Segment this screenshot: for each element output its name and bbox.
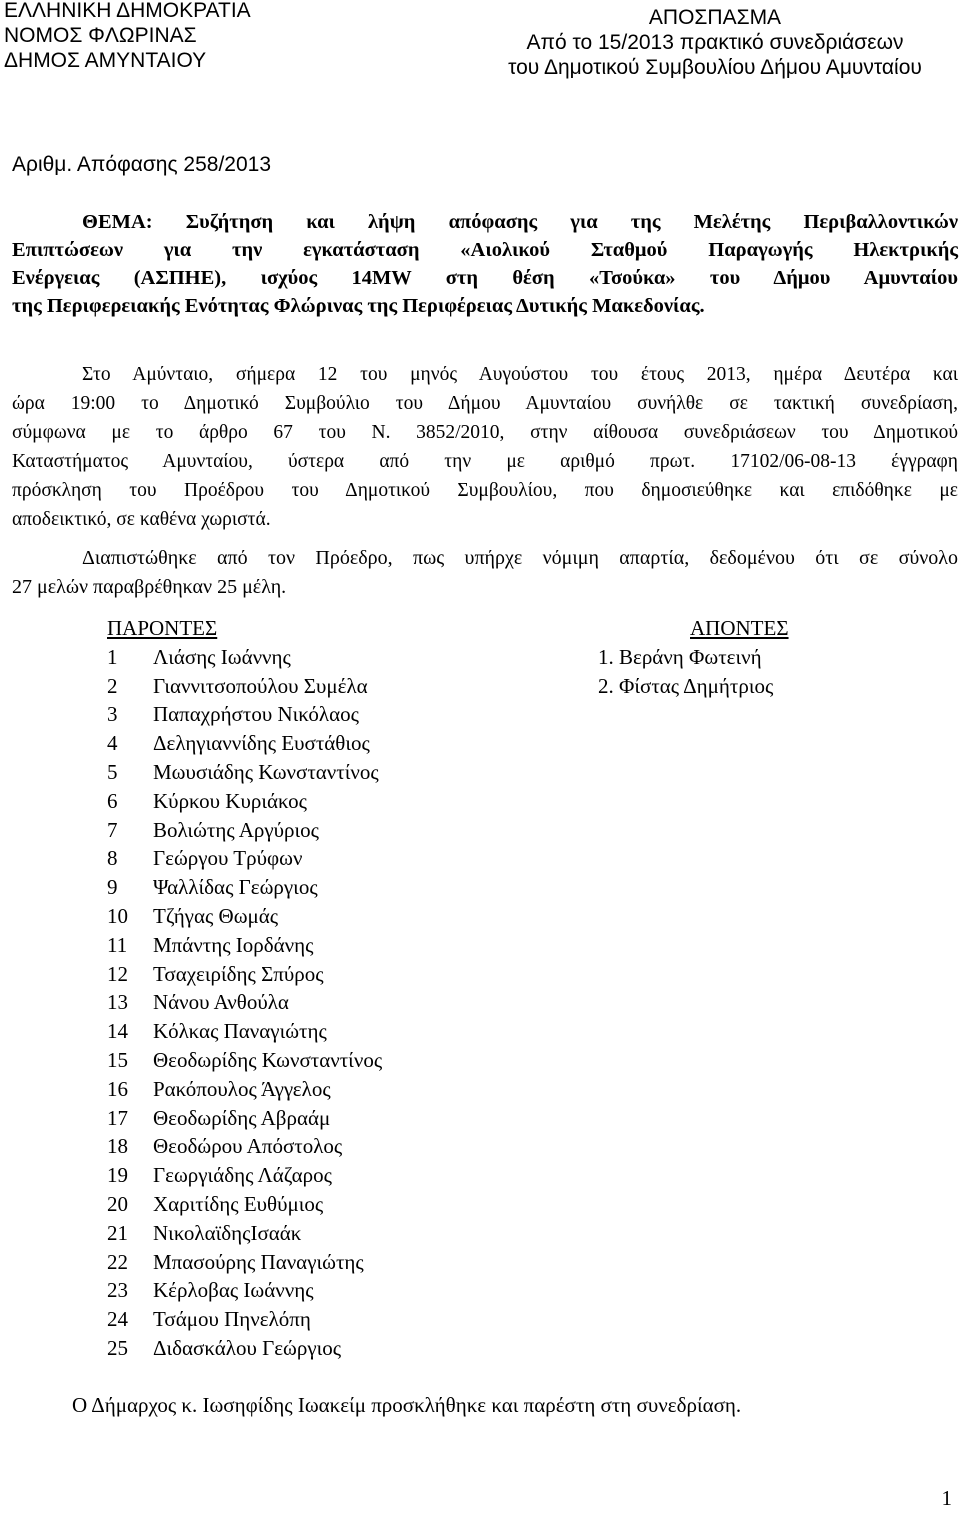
member-number: 8 xyxy=(107,846,118,871)
present-list xyxy=(107,614,382,1363)
present-member xyxy=(107,988,382,1017)
member-number: 23 xyxy=(107,1278,128,1303)
present-member xyxy=(107,1104,382,1133)
issuer-block xyxy=(4,0,251,73)
issuer-line-municipality: ΔΗΜΟΣ ΑΜΥΝΤΑΙΟΥ xyxy=(4,49,207,72)
present-member xyxy=(107,844,382,873)
member-number: 15 xyxy=(107,1047,128,1072)
member-name: Κέρλοβας Ιωάννης xyxy=(153,1278,314,1303)
member-number: 20 xyxy=(107,1191,128,1216)
present-member xyxy=(107,1334,382,1363)
extract-title: ΑΠΟΣΠΑΣΜΑ xyxy=(648,6,782,29)
absent-member: 1. Βεράνη Φωτεινή xyxy=(598,644,762,669)
member-number: 10 xyxy=(107,903,128,928)
member-number: 19 xyxy=(107,1163,128,1188)
paragraph-line: Διαπιστώθηκε από τον Πρόεδρο, πως υπήρχε νόμιμη απαρτία, δεδομένου ότι σε σύνολο xyxy=(82,547,958,569)
paragraph-line: Στο Αμύνταιο, σήμερα 12 του μηνός Αυγούστου του έτους 2013, ημέρα Δευτέρα και xyxy=(82,364,958,385)
member-name: Μπάντης Ιορδάνης xyxy=(153,932,314,957)
present-member xyxy=(107,1161,382,1190)
meeting-paragraph xyxy=(12,360,958,534)
present-member xyxy=(107,1075,382,1104)
member-number: 5 xyxy=(107,759,118,784)
absent-list xyxy=(598,614,789,700)
member-number: 25 xyxy=(107,1335,128,1360)
member-number: 14 xyxy=(107,1019,128,1044)
present-member xyxy=(107,787,382,816)
member-number: 13 xyxy=(107,990,128,1015)
present-member xyxy=(107,643,382,672)
member-name: Ρακόπουλος Άγγελος xyxy=(153,1076,331,1101)
present-member xyxy=(107,931,382,960)
member-number: 3 xyxy=(107,702,118,727)
member-name: Κόλκας Παναγιώτης xyxy=(153,1019,327,1044)
member-number: 9 xyxy=(107,875,118,900)
paragraph-line: ώρα 19:00 το Δημοτικό Συμβούλιο του Δήμου Αμυνταίου συνήλθε σε τακτική συνεδρίαση, xyxy=(12,393,958,414)
member-name: Τσαχειρίδης Σπύρος xyxy=(153,961,324,986)
absent-title: ΑΠΟΝΤΕΣ xyxy=(690,616,789,640)
present-member xyxy=(107,700,382,729)
present-member xyxy=(107,1219,382,1248)
present-member xyxy=(107,758,382,787)
member-name: Δεληγιαννίδης Ευστάθιος xyxy=(153,731,370,756)
present-member xyxy=(107,902,382,931)
subject-block xyxy=(12,208,958,320)
page-number: 1 xyxy=(941,1486,952,1510)
member-name: Τσάμου Πηνελόπη xyxy=(153,1307,311,1332)
member-number: 4 xyxy=(107,731,118,756)
member-number: 17 xyxy=(107,1105,128,1130)
subject-line: ΘΕΜΑ: Συζήτηση και λήψη απόφασης για της Μελέτης Περιβαλλοντικών xyxy=(82,211,958,233)
member-number: 21 xyxy=(107,1220,128,1245)
present-member xyxy=(107,1305,382,1334)
member-name: Παπαχρήστου Νικόλαος xyxy=(153,702,359,727)
member-name: Θεοδωρίδης Κωνσταντίνος xyxy=(153,1047,383,1072)
member-number: 12 xyxy=(107,961,128,986)
paragraph-line: πρόσκληση του Προέδρου του Δημοτικού Συμβουλίου, που δημοσιεύθηκε και επιδόθηκε με xyxy=(12,480,958,501)
subject-line: Ενέργειας (ΑΣΠΗΕ), ισχύος 14MW στη θέση «Τσούκα» του Δήμου Αμυνταίου xyxy=(12,267,958,289)
extract-line-minutes: Από το 15/2013 πρακτικό συνεδριάσεων xyxy=(526,31,904,54)
member-name: Βολιώτης Αργύριος xyxy=(153,817,320,842)
member-name: Γιαννιτσοπούλου Συμέλα xyxy=(153,673,368,698)
present-member xyxy=(107,1248,382,1277)
present-member xyxy=(107,1046,382,1075)
subject-line: της Περιφερειακής Ενότητας Φλώρινας της Περιφέρειας Δυτικής Μακεδονίας. xyxy=(12,295,705,317)
paragraph-line: σύμφωνα με το άρθρο 67 του Ν. 3852/2010, στην αίθουσα συνεδριάσεων του Δημοτικού xyxy=(12,422,958,443)
member-name: Θεοδωρίδης Αβραάμ xyxy=(153,1105,331,1130)
member-number: 6 xyxy=(107,788,118,813)
member-name: Κύρκου Κυριάκος xyxy=(153,788,307,813)
present-member xyxy=(107,1017,382,1046)
member-name: Νάνου Ανθούλα xyxy=(153,990,289,1015)
member-name: Τζήγας Θωμάς xyxy=(153,903,279,928)
issuer-line-country: ΕΛΛΗΝΙΚΗ ΔΗΜΟΚΡΑΤΙΑ xyxy=(4,0,251,22)
member-name: Διδασκάλου Γεώργιος xyxy=(153,1335,342,1360)
paragraph-line: αποδεικτικό, σε καθένα χωριστά. xyxy=(12,509,271,530)
member-name: Χαριτίδης Ευθύμιος xyxy=(153,1191,324,1216)
member-number: 2 xyxy=(107,673,118,698)
member-name: ΝικολαϊδηςΙσαάκ xyxy=(153,1220,302,1245)
subject-line: Επιπτώσεων για την εγκατάσταση «Αιολικού Σταθμού Παραγωγής Ηλεκτρικής xyxy=(12,239,958,261)
mayor-note: Ο Δήμαρχος κ. Ιωσηφίδης Ιωακείμ προσκλήθηκε και παρέστη στη συνεδρίαση. xyxy=(72,1393,742,1417)
member-name: Μωυσιάδης Κωνσταντίνος xyxy=(153,759,379,784)
extract-line-council: του Δημοτικού Συμβουλίου Δήμου Αμυνταίου xyxy=(508,56,922,79)
member-number: 7 xyxy=(107,817,118,842)
extract-block xyxy=(470,5,960,80)
member-number: 11 xyxy=(107,932,128,957)
member-number: 24 xyxy=(107,1307,128,1332)
present-member xyxy=(107,672,382,701)
member-name: Θεοδώρου Απόστολος xyxy=(153,1134,343,1159)
present-title: ΠΑΡΟΝΤΕΣ xyxy=(107,616,218,640)
member-number: 16 xyxy=(107,1076,128,1101)
member-name: Γεωργιάδης Λάζαρος xyxy=(153,1163,332,1188)
issuer-line-prefecture: ΝΟΜΟΣ ΦΛΩΡΙΝΑΣ xyxy=(4,24,197,47)
member-name: Γεώργου Τρύφων xyxy=(153,846,303,871)
member-name: Μπασούρης Παναγιώτης xyxy=(153,1249,364,1274)
member-name: Ψαλλίδας Γεώργιος xyxy=(153,875,318,900)
absent-member: 2. Φίστας Δημήτριος xyxy=(598,673,774,698)
present-member xyxy=(107,816,382,845)
paragraph-line: Καταστήματος Αμυνταίου, ύστερα από την με αριθμό πρωτ. 17102/06-08-13 έγγραφη xyxy=(12,451,958,472)
member-name: Λιάσης Ιωάννης xyxy=(153,644,291,669)
present-member xyxy=(107,1190,382,1219)
decision-number: Αριθμ. Απόφασης 258/2013 xyxy=(12,153,272,176)
quorum-paragraph xyxy=(12,544,958,602)
member-number: 18 xyxy=(107,1134,128,1159)
paragraph-line: 27 μελών παραβρέθηκαν 25 μέλη. xyxy=(12,576,287,598)
present-member xyxy=(107,960,382,989)
present-member xyxy=(107,1132,382,1161)
present-member xyxy=(107,1276,382,1305)
member-number: 22 xyxy=(107,1249,128,1274)
present-member xyxy=(107,729,382,758)
member-number: 1 xyxy=(107,644,118,669)
present-member xyxy=(107,873,382,902)
